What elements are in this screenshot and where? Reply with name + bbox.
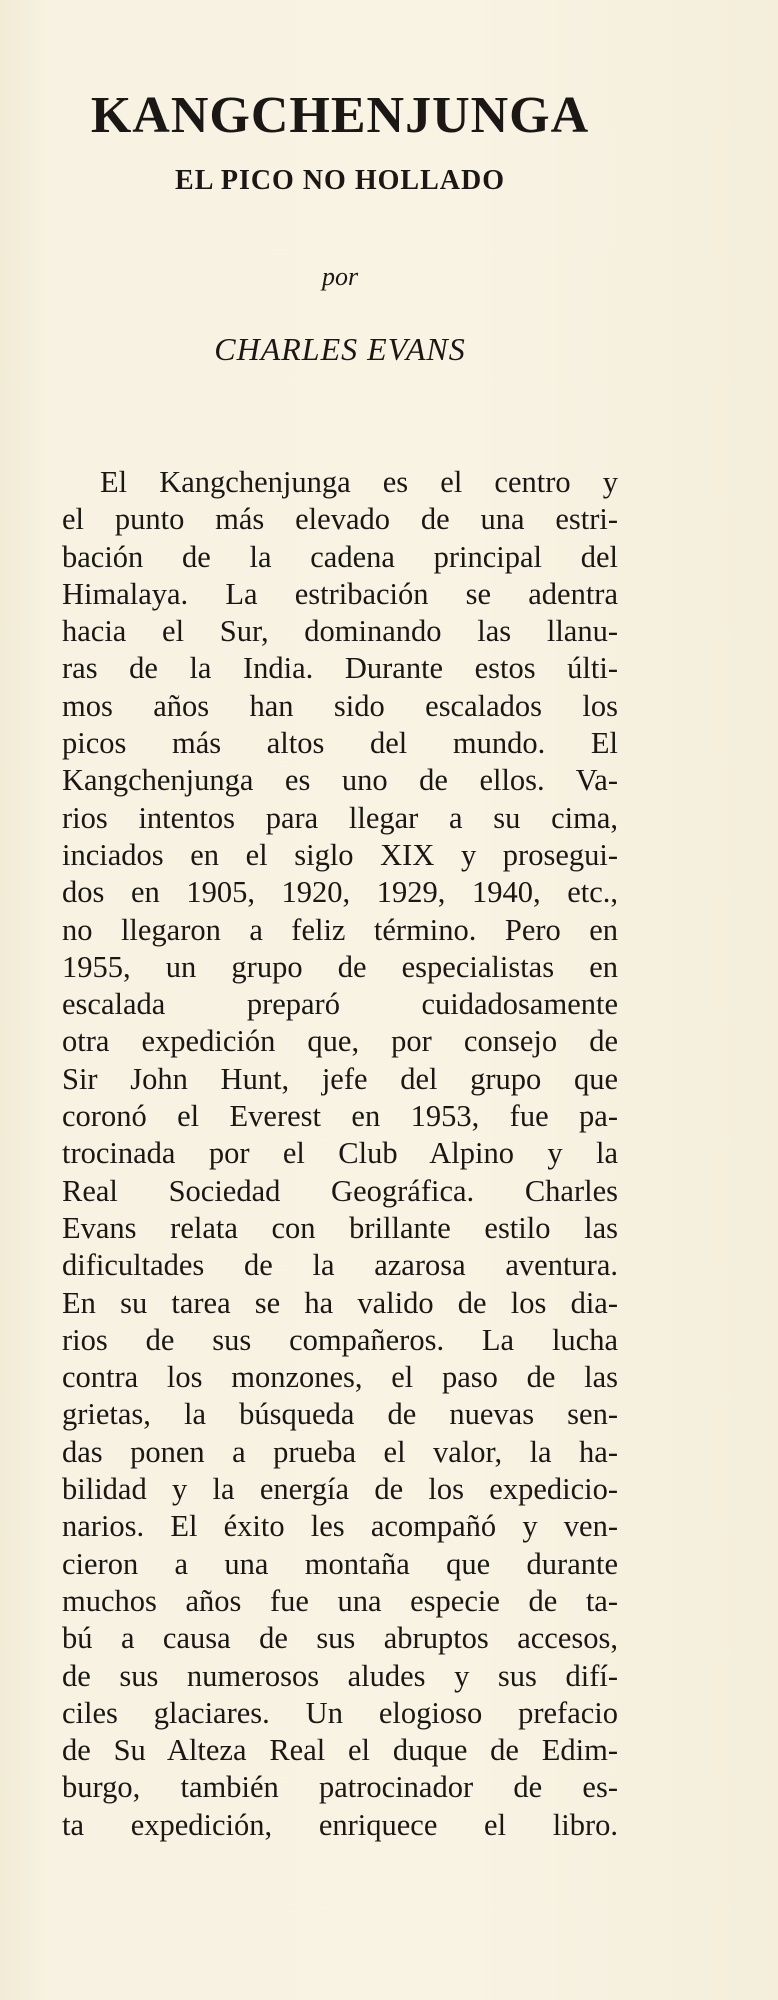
text-line: Sir John Hunt, jefe del grupo que: [62, 1061, 618, 1096]
text-line: cieron a una montaña que durante: [62, 1546, 618, 1581]
text-line: ciles glaciares. Un elogioso prefacio: [62, 1695, 618, 1730]
text-line: grietas, la búsqueda de nuevas sen-: [62, 1397, 618, 1432]
text-line: de sus numerosos aludes y sus difí-: [62, 1658, 618, 1693]
text-line: bilidad y la energía de los expedicio-: [62, 1472, 618, 1507]
author-name: CHARLES EVANS: [214, 331, 466, 367]
text-line: burgo, también patrocinador de es-: [62, 1770, 618, 1805]
text-line: Real Sociedad Geográfica. Charles: [62, 1173, 618, 1208]
text-line: narios. El éxito les acompañó y ven-: [62, 1509, 618, 1544]
text-line: inciados en el siglo XIX y prosegui-: [62, 837, 618, 872]
text-line: rios intentos para llegar a su cima,: [62, 800, 618, 835]
text-line: Kangchenjunga es uno de ellos. Va-: [62, 763, 618, 798]
text-line: bación de la cadena principal del: [62, 539, 618, 574]
text-line: mos años han sido escalados los: [62, 688, 618, 723]
text-line: rios de sus compañeros. La lucha: [62, 1322, 618, 1357]
text-line: escalada preparó cuidadosamente: [62, 987, 618, 1022]
text-line: contra los monzones, el paso de las: [62, 1360, 618, 1395]
text-line: 1955, un grupo de especialistas en: [62, 949, 618, 984]
book-title: KANGCHENJUNGA: [90, 87, 590, 144]
text-line: hacia el Sur, dominando las llanu-: [62, 614, 618, 649]
text-line: muchos años fue una especie de ta-: [62, 1583, 618, 1618]
text-line: el punto más elevado de una estri-: [62, 502, 618, 537]
by-label: por: [321, 262, 359, 291]
text-line: de Su Alteza Real el duque de Edim-: [62, 1733, 618, 1768]
text-line: trocinada por el Club Alpino y la: [62, 1136, 618, 1171]
text-line: das ponen a prueba el valor, la ha-: [62, 1434, 618, 1469]
text-line: dos en 1905, 1920, 1929, 1940, etc.,: [62, 875, 618, 910]
text-line: En su tarea se ha valido de los dia-: [62, 1285, 618, 1320]
text-line: Himalaya. La estribación se adentra: [62, 576, 618, 611]
book-subtitle: EL PICO NO HOLLADO: [175, 165, 505, 196]
text-line: Evans relata con brillante estilo las: [62, 1210, 618, 1245]
text-line: coronó el Everest en 1953, fue pa-: [62, 1099, 618, 1134]
text-line: no llegaron a feliz término. Pero en: [62, 912, 618, 947]
text-line: otra expedición que, por consejo de: [62, 1024, 618, 1059]
text-line: picos más altos del mundo. El: [62, 726, 618, 761]
text-line: El Kangchenjunga es el centro y: [100, 465, 618, 499]
synopsis-paragraph: [62, 464, 618, 1844]
text-line: ras de la India. Durante estos últi-: [62, 651, 618, 686]
text-line: bú a causa de sus abruptos accesos,: [62, 1621, 618, 1656]
text-line: ta expedición, enriquece el libro.: [62, 1807, 618, 1842]
text-line: dificultades de la azarosa aventura.: [62, 1248, 618, 1283]
